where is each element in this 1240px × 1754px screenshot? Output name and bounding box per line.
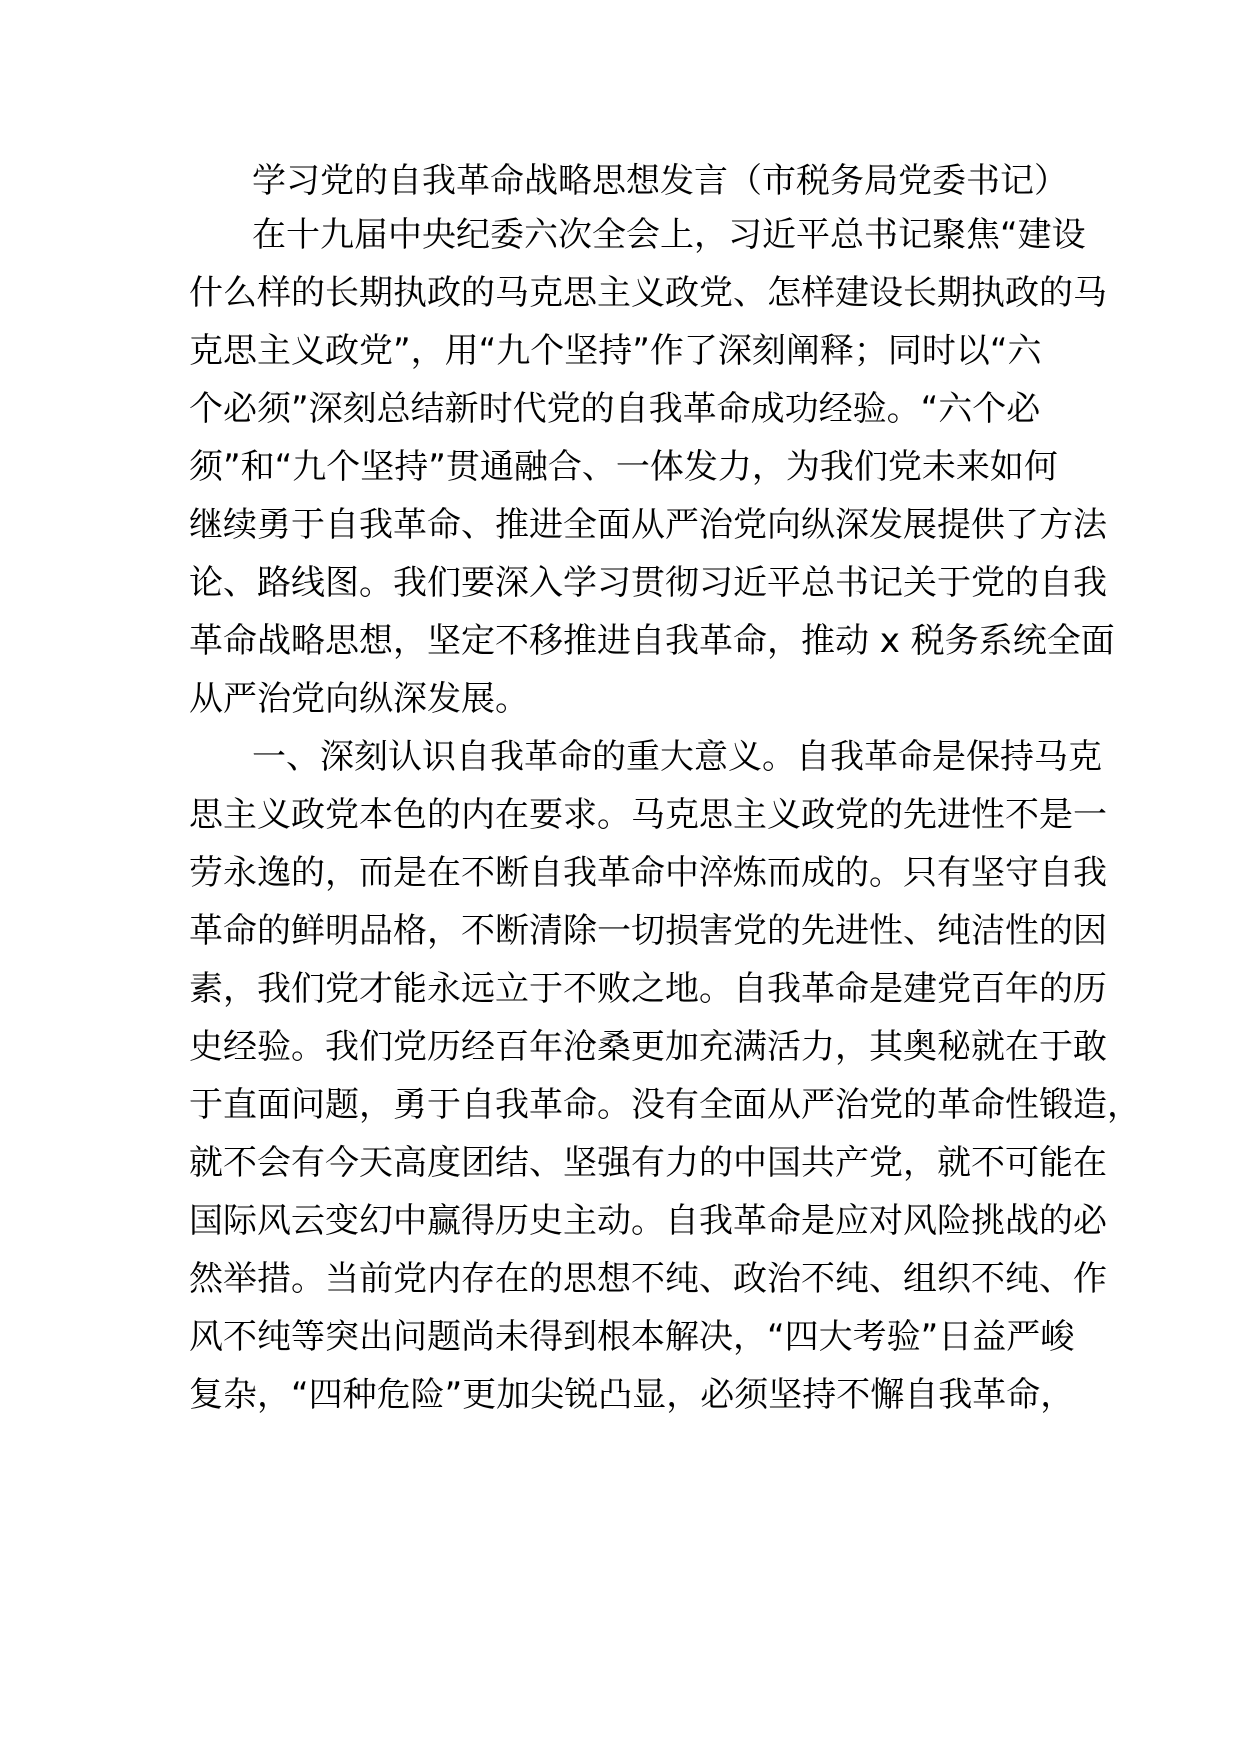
paragraph-line: 于直面问题，勇于自我革命。没有全面从严治党的革命性锻造， [189, 1085, 1141, 1125]
paragraph-line: 风不纯等突出问题尚未得到根本解决，“四大考验”日益严峻 [189, 1317, 1075, 1357]
paragraph-line: 继续勇于自我革命、推进全面从严治党向纵深发展提供了方法 [189, 505, 1107, 545]
paragraph-line: 史经验。我们党历经百年沧桑更加充满活力，其奥秘就在于敢 [189, 1027, 1107, 1067]
paragraph-line: 革命战略思想，坚定不移推进自我革命，推动 x 税务系统全面 [189, 621, 1115, 661]
paragraph-line: 然举措。当前党内存在的思想不纯、政治不纯、组织不纯、作 [189, 1259, 1107, 1299]
paragraph-line: 论、路线图。我们要深入学习贯彻习近平总书记关于党的自我 [189, 563, 1107, 603]
paragraph-line: 在十九届中央纪委六次全会上，习近平总书记聚焦“建设 [252, 215, 1086, 255]
paragraph-line: 什么样的长期执政的马克思主义政党、怎样建设长期执政的马 [189, 273, 1107, 313]
paragraph-line: 一、深刻认识自我革命的重大意义。自我革命是保持马克 [252, 737, 1102, 777]
paragraph-line: 素，我们党才能永远立于不败之地。自我革命是建党百年的历 [189, 969, 1107, 1009]
paragraph-line: 国际风云变幻中赢得历史主动。自我革命是应对风险挑战的必 [189, 1201, 1107, 1241]
paragraph-line: 就不会有今天高度团结、坚强有力的中国共产党，就不可能在 [189, 1143, 1107, 1183]
paragraph-line: 革命的鲜明品格，不断清除一切损害党的先进性、纯洁性的因 [189, 911, 1107, 951]
paragraph-line: 从严治党向纵深发展。 [189, 679, 529, 719]
paragraph-line: 克思主义政党”，用“九个坚持”作了深刻阐释；同时以“六 [189, 331, 1042, 371]
document-title: 学习党的自我革命战略思想发言（市税务局党委书记） [252, 161, 1068, 201]
paragraph-line: 劳永逸的，而是在不断自我革命中淬炼而成的。只有坚守自我 [189, 853, 1107, 893]
paragraph-line: 个必须”深刻总结新时代党的自我革命成功经验。“六个必 [189, 389, 1041, 429]
paragraph-line: 须”和“九个坚持”贯通融合、一体发力，为我们党未来如何 [189, 447, 1058, 487]
paragraph-line: 复杂，“四种危险”更加尖锐凸显，必须坚持不懈自我革命， [189, 1375, 1075, 1415]
paragraph-line: 思主义政党本色的内在要求。马克思主义政党的先进性不是一 [189, 795, 1107, 835]
